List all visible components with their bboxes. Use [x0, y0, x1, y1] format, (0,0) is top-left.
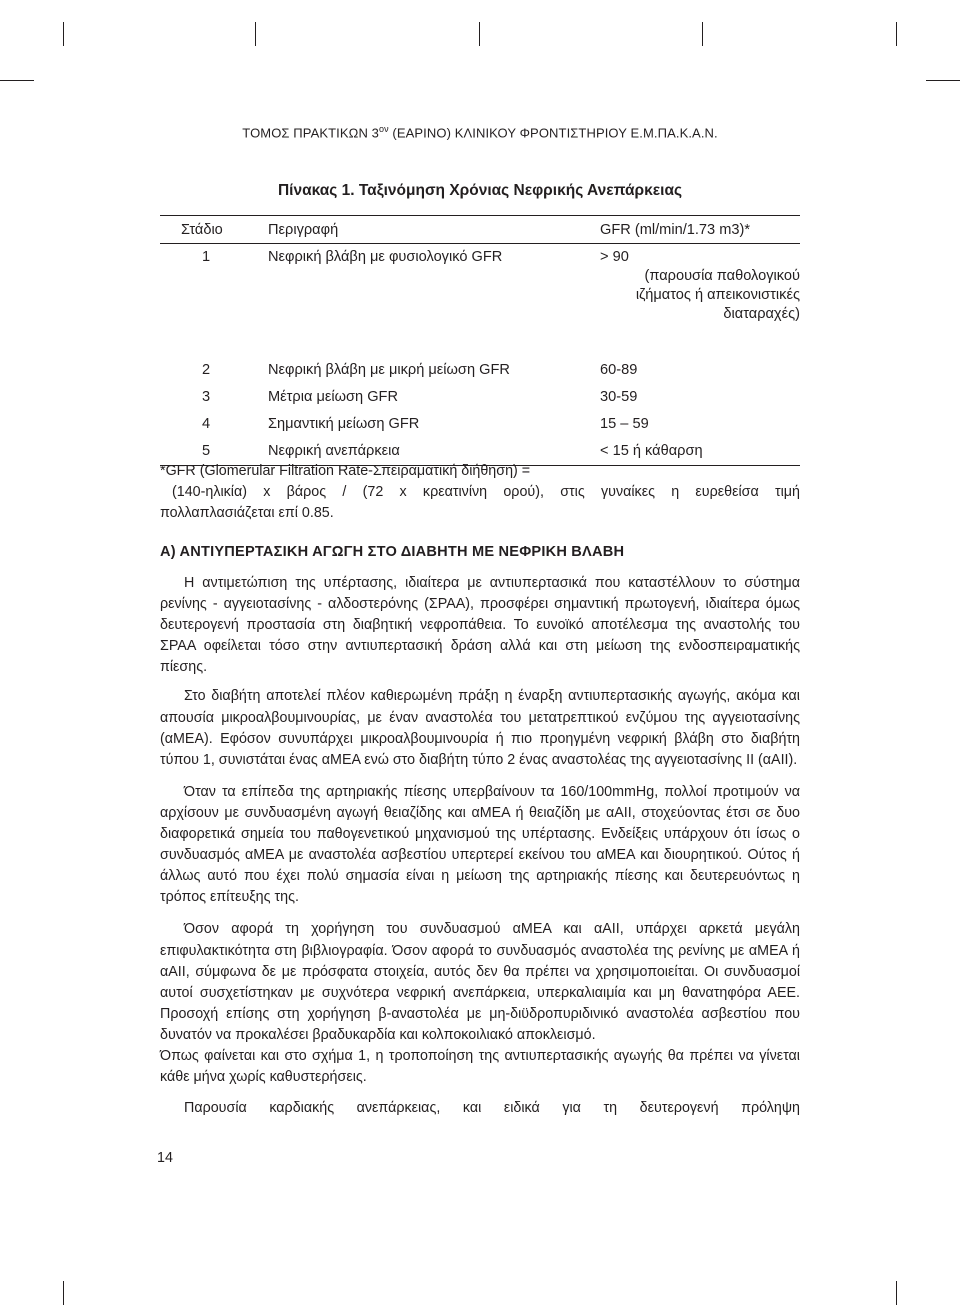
gfr-value-line: ιζήματος ή απεικονιστικές	[635, 287, 800, 303]
row-gfr	[600, 244, 800, 357]
header-gfr: GFR (ml/min/1.73 m3)*	[600, 216, 800, 244]
running-header-superscript: ον	[378, 124, 389, 134]
row-description: Νεφρική βλάβη με μικρή μείωση GFR	[268, 361, 510, 378]
table-footnote	[160, 461, 800, 524]
header-stage: Στάδιο	[160, 216, 268, 244]
section-heading: Α) ΑΝΤΙΥΠΕΡΤΑΣΙΚΗ ΑΓΩΓΗ ΣΤΟ ΔΙΑΒΗΤΗ ΜΕ ΝΕΦΡΙΚΗ ΒΛΑΒΗ	[160, 544, 625, 560]
row-stage: 3	[202, 388, 211, 405]
body-paragraph: Όταν τα επίπεδα της αρτηριακής πίεσης υπερβαίνουν τα 160/100mmHg, πολλοί προτιμούν να αρχίσουν με συνδυασμένη αγωγή θειαζίδης και αΜΕΑ ή θειαζίδη με αΑΙΙ, στοχεύοντας έτσι σε δυο διαφορετικά σημεία του παθογενετικού μηχανισμού της υπέρτασης. Ενδείξεις υπάρχουν ότι ίσως ο συνδυασμός αΜΕΑ με αναστολέα ασβεστίου υπερτερεί εκείνου του αΜΕΑ και διουρητικού. Ούτος ή άλλως αυτό που έχει πολύ σημασία είναι η μείωση της αρτηριακής πίεσης και δευτερευόντως η τρόπος επίτευξης της.	[160, 783, 800, 906]
row-stage: 5	[160, 438, 268, 466]
running-header-text-rest: (ΕΑΡΙΝΟ) ΚΛΙΝΙΚΟΥ ΦΡΟΝΤΙΣΤΗΡΙΟΥ Ε.Μ.ΠΑ.Κ.Α.Ν.	[388, 125, 718, 141]
row-stage: 2	[202, 361, 211, 378]
table-row	[160, 384, 800, 411]
footnote-line: πολλαπλασιάζεται επί 0.85.	[160, 505, 334, 521]
table-row	[160, 357, 800, 384]
running-header	[0, 124, 960, 140]
crop-mark-top-left	[63, 22, 64, 46]
crop-mark-top-mid-right	[702, 22, 703, 46]
body-text	[160, 573, 800, 1119]
body-paragraph: Παρουσία καρδιακής ανεπάρκειας, και ειδικά για τη δευτερογενή πρόληψη	[184, 1100, 800, 1117]
row-description: Σημαντική μείωση GFR	[268, 415, 420, 432]
page-number: 14	[157, 1150, 173, 1166]
body-paragraph: Η αντιμετώπιση της υπέρτασης, ιδιαίτερα με αντιυπερτασικά που καταστέλλουν το σύστημα ρενίνης - αγγειοτασίνης - αλδοστερόνης (ΣΡΑΑ), προσφέρει σημαντική πρωτογενή, ιδιαίτερα όμως δευτερογενή προστασία στη διαβητική νεφροπάθεια. Το ευνοϊκό αποτέλεσμα της αναστολής του ΣΡΑΑ οφείλεται τόσο στην αντιυπερτασική δράση αλλά και στη μείωση της ενδοσπειραματικής πίεσης.	[160, 575, 800, 676]
crop-mark-bottom-left	[63, 1281, 64, 1305]
table-row	[160, 411, 800, 438]
gfr-value-line: (παρουσία παθολογικού	[644, 268, 800, 284]
row-stage: 4	[202, 415, 211, 432]
crop-mark-top-mid-left	[255, 22, 256, 46]
table-caption: Πίνακας 1. Ταξινόμηση Χρόνιας Νεφρικής Ανεπάρκειας	[277, 182, 683, 199]
row-description: Μέτρια μείωση GFR	[268, 388, 398, 405]
body-paragraph: Στο διαβήτη αποτελεί πλέον καθιερωμένη πράξη η έναρξη αντιυπερτασικής αγωγής, ακόμα και απουσία μικροαλβουμινουρίας, με έναν αναστολέα του μετατρεπτικού ενζύμου της αγγειοτασίνης (αΜΕΑ). Εφόσον συνυπάρχει μικροαλβουμινουρία ή πιο προηγμένη νεφρική βλάβη στο διαβήτη τύπου 1, συνιστάται ένας αΜΕΑ ενώ στο διαβήτη τύπο 2 ένας αναστολέας της αγγειοτασίνης ΙΙ (αΑΙΙ).	[160, 688, 800, 768]
crop-mark-left	[0, 80, 34, 81]
crop-mark-top-right	[896, 22, 897, 46]
crop-mark-bottom-right	[896, 1281, 897, 1305]
row-gfr: 60-89	[600, 361, 638, 378]
body-paragraph: Όσον αφορά τη χορήγηση του συνδυασμού αΜΕΑ και αΑΙΙ, υπάρχει αρκετά μεγάλη επιφυλακτικότητα στη βιβλιογραφία. Όσον αφορά το συνδυασμός αναστολέα της ρενίνης με αΜΕΑ ή αΑΙΙ, σύμφωνα δε με πρόσφατα στοιχεία, αυτός δεν θα πρέπει να χρησιμοποιείται. Οι συνδυασμοί αυτοί συσχετίστηκαν με συχνότερα νεφρική ανεπάρκεια, υπερκαλιαιμία και μη θανατηφόρα ΑΕΕ. Προσοχή επίσης στη χορήγηση β-αναστολέα με μη-διϋδροπυριδινικό αναστολέα ασβεστίου που δυνατόν να προκαλέσει βραδυκαρδία και κολποκοιλιακό αποκλεισμό.	[160, 921, 800, 1043]
table-row	[160, 244, 800, 357]
footnote-line: (140-ηλικία) x βάρος / (72 x κρεατινίνη ορού), στις γυναίκες η ευρεθείσα τιμή	[172, 484, 800, 500]
table-header-row	[160, 216, 800, 244]
row-description: Νεφρική βλάβη με φυσιολογικό GFR	[268, 249, 503, 265]
gfr-value-line: > 90	[600, 249, 629, 265]
ckd-classification-table	[160, 215, 800, 466]
gfr-value-line: διαταραχές)	[723, 306, 800, 322]
body-paragraph: Όπως φαίνεται και στο σχήμα 1, η τροποποίηση της αντιυπερτασικής αγωγής θα πρέπει να γίνεται κάθε μήνα χωρίς καθυστερήσεις.	[160, 1047, 800, 1086]
crop-mark-right	[926, 80, 960, 81]
row-gfr: 30-59	[600, 388, 638, 405]
running-header-text: ΤΟΜΟΣ ΠΡΑΚΤΙΚΩΝ 3	[242, 125, 379, 141]
crop-mark-top-center	[479, 22, 480, 46]
footnote-line: *GFR (Glomerular Filtration Rate-Σπειραματική διήθηση) =	[160, 463, 531, 479]
row-stage: 1	[202, 249, 211, 265]
row-gfr: < 15 ή κάθαρση	[600, 438, 800, 466]
row-gfr: 15 – 59	[600, 415, 649, 432]
header-description: Περιγραφή	[268, 216, 600, 244]
row-description: Νεφρική ανεπάρκεια	[268, 438, 600, 466]
